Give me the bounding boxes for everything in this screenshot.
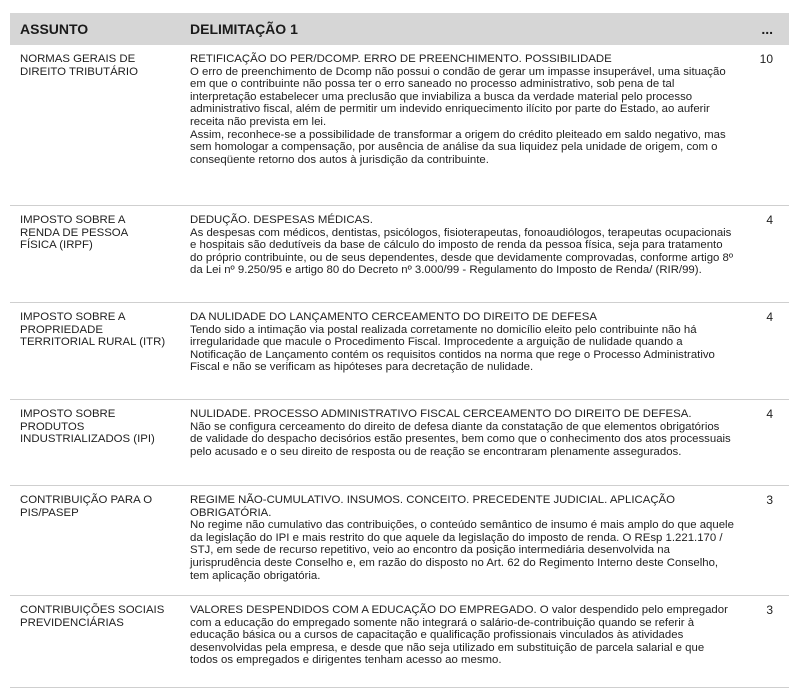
row-title: NULIDADE. PROCESSO ADMINISTRATIVO FISCAL CERCEAMENTO DO DIREITO DE DEFESA.: [190, 408, 692, 420]
header-delimitation[interactable]: DELIMITAÇÃO 1: [190, 21, 298, 37]
row-count: 3: [766, 603, 773, 617]
row-subject: CONTRIBUIÇÕES SOCIAIS PREVIDENCIÁRIAS: [20, 604, 165, 629]
table-row[interactable]: [10, 303, 789, 400]
row-subject: NORMAS GERAIS DE DIREITO TRIBUTÁRIO: [20, 53, 138, 78]
row-count: 4: [766, 310, 773, 324]
table-row[interactable]: [10, 596, 789, 688]
table-row[interactable]: [10, 206, 789, 303]
table-row[interactable]: [10, 45, 789, 206]
row-count: 4: [766, 213, 773, 227]
row-count: 4: [766, 407, 773, 421]
row-text: O erro de preenchimento de Dcomp não possui o condão de gerar um impasse insuperável, uma situação em que o contribuinte não possa ter o erro saneado no processo administrativo, sob pena de tal interpretação estabelecer uma preclusão que inviabiliza a busca da verdade material pelo processo administrativo fiscal, além de permitir um indevido enriquecimento ilícito por parte do Estado, ao auferir receita não prevista em lei. Assim, reconhece-se a possibilidade de transformar a origem do crédito pleiteado em saldo negativo, mas sem homologar a compensação, por ausência de análise da sua liquidez pela unidade de origem, com o conseqüente retorno dos autos à jurisdição da contribuinte.: [190, 65, 726, 166]
row-subject: CONTRIBUIÇÃO PARA O PIS/PASEP: [20, 494, 153, 519]
row-title: DA NULIDADE DO LANÇAMENTO CERCEAMENTO DO DIREITO DE DEFESA: [190, 311, 597, 323]
header-subject[interactable]: ASSUNTO: [20, 21, 89, 37]
row-text: As despesas com médicos, dentistas, psicólogos, fisioterapeutas, fonoaudiólogos, terapeutas ocupacionais e hospitais são dedutíveis da base de cálculo do imposto de renda da pessoa física, seja para tratamento do próprio contribuinte, ou de seus dependentes, desde que devidamente comprovadas, conforme artigo 8º da Lei nº 9.250/95 e artigo 80 do Decreto nº 3.000/99 - Regulamento do Imposto de Renda/ (RIR/99).: [190, 226, 734, 277]
row-text: No regime não cumulativo das contribuições, o conteúdo semântico de insumo é mais amplo do que aquele da legislação do IPI e mais restrito do que aquele da legislação do imposto de renda. O REsp 1.221.170 / STJ, em sede de recurso repetitivo, veio ao encontro da posição intermediária desenvolvida na jurisprudência deste Conselho e, em razão do disposto no Art. 62 do Regimento Interno deste Conselho, tem aplicação obrigatória.: [190, 519, 734, 582]
table-row[interactable]: [10, 400, 789, 486]
row-title: REGIME NÃO-CUMULATIVO. INSUMOS. CONCEITO. PRECEDENTE JUDICIAL. APLICAÇÃO OBRIGATÓRIA.: [190, 494, 676, 519]
row-title: RETIFICAÇÃO DO PER/DCOMP. ERRO DE PREENCHIMENTO. POSSIBILIDADE: [190, 53, 612, 65]
subjects-table: [10, 13, 789, 688]
row-subject: IMPOSTO SOBRE PRODUTOS INDUSTRIALIZADOS (IPI): [20, 408, 155, 446]
table-header: [10, 13, 789, 45]
row-count: 10: [759, 52, 773, 66]
row-subject: IMPOSTO SOBRE A RENDA DE PESSOA FÍSICA (IRPF): [20, 214, 129, 252]
row-text: Tendo sido a intimação via postal realizada corretamente no domicílio eleito pelo contribuinte não há irregularidade que macule o Procedimento Fiscal. Improcedente a arguição de nulidade quando a Notificação de Lançamento contém os requisitos contidos na norma que rege o Processo Administrativo Fiscal e não se verificam as hipóteses para decretação de nulidade.: [190, 323, 715, 374]
row-subject: IMPOSTO SOBRE A PROPRIEDADE TERRITORIAL RURAL (ITR): [20, 311, 166, 349]
row-title: DEDUÇÃO. DESPESAS MÉDICAS.: [190, 214, 373, 226]
table-row[interactable]: [10, 486, 789, 596]
row-count: 3: [766, 493, 773, 507]
header-more[interactable]: ...: [761, 21, 773, 37]
row-text: VALORES DESPENDIDOS COM A EDUCAÇÃO DO EMPREGADO. O valor despendido pelo empregador com a educação do empregado somente não integrará o salário-de-contribuição quando se referir à educação básica ou a cursos de capacitação e qualificação profissionais vinculados às atividades desenvolvidas pela empresa, e desde que não seja utilizado em substituição de parcela salarial e que todos os empregados e dirigentes tenham acesso ao mesmo.: [190, 604, 728, 667]
row-text: Não se configura cerceamento do direito de defesa diante da constatação de que elementos obrigatórios de validade do despacho decisórios estão presentes, bem como que o conhecimento dos atos processuais pelo acusado e o seu direito de resposta ou de reação se encontraram plenamente assegurados.: [190, 420, 731, 458]
